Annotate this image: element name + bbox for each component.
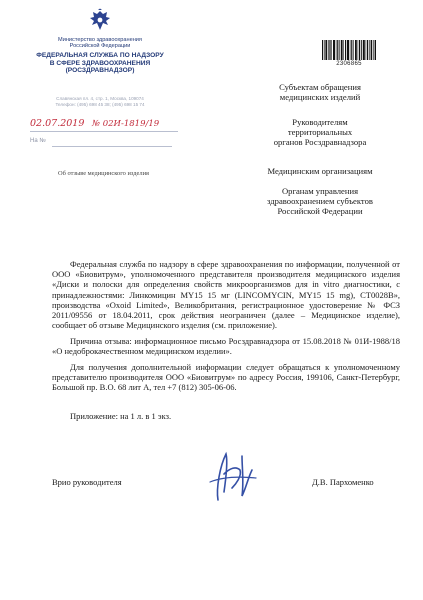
ministry-line-2: Российской Федерации <box>69 43 131 50</box>
service-line-2: В СФЕРЕ ЗДРАВООХРАНЕНИЯ <box>49 59 151 67</box>
body-paragraph <box>52 362 400 393</box>
addressee-line: Субъектам обращения <box>279 82 361 92</box>
addressee-line: Руководителям <box>292 117 348 127</box>
body-paragraph-text: Для получения дополнительной информации следует обращаться к уполномоченному представителю производителя ООО «Биовитрум» по адресу Россия, 199106, Санкт-Петербург, Большой пр. В.О. 68 лит А, тел +7 (812) 305-06-06. <box>52 362 400 393</box>
addressee-line: Российской Федерации <box>277 206 363 216</box>
ministry-name <box>20 37 180 50</box>
registration-date: 02.07.2019 <box>30 118 85 129</box>
addressee-line: территориальных <box>287 127 353 137</box>
ministry-line-1: Министерство здравоохранения <box>58 37 142 43</box>
registration-line <box>30 118 190 134</box>
barcode-image <box>322 40 376 60</box>
addressee-line: органов Росздравнадзора <box>273 137 367 147</box>
addressee-block <box>250 186 390 216</box>
addressee-line: здравоохранением субъектов <box>267 196 373 206</box>
addressee-line: медицинских изделий <box>279 92 361 102</box>
attachment-note: Приложение: на 1 л. в 1 экз. <box>70 411 172 421</box>
addressee-block <box>250 82 390 102</box>
signatory-name: Д.В. Пархоменко <box>312 477 374 487</box>
addressee-block <box>250 166 390 176</box>
service-line-3: (РОСЗДРАВНАДЗОР) <box>65 67 135 75</box>
registration-number: № 02И-1819/19 <box>92 119 160 129</box>
addressee-line: Медицинским организациям <box>267 166 373 176</box>
barcode-number: 2306865 <box>336 61 362 67</box>
address-line-1: Славянская пл. 4, стр. 1, Москва, 109074 <box>56 96 144 101</box>
address-line-2: Телефон: (495) 698 45 38; (495) 698 15 74 <box>55 101 145 107</box>
addressee-line: Органам управления <box>281 186 359 196</box>
service-line-1: ФЕДЕРАЛЬНАЯ СЛУЖБА ПО НАДЗОРУ <box>36 52 164 59</box>
body-paragraph <box>52 259 400 330</box>
service-name <box>20 52 180 75</box>
service-address <box>20 96 180 107</box>
body-paragraph-text: Причина отзыва: информационное письмо Росздравнадзора от 15.08.2018 № 01И-1988/18 «О недоброкачественном медицинском изделии». <box>52 336 400 357</box>
body-paragraph-text: Федеральная служба по надзору в сфере здравоохранения по информации, полученной от ООО «Биовитрум», уполномоченного представителя производителя медицинского изделия «Диски и полоски для определения свойств микроорганизмов для in vitro диагностики, с принадлежностями: Линкомицин MY15 15 мг (LINCOMYCIN, MY15 15 mg), CT0028B», производства «Oxoid Limited», Великобритания, регистрационное удостоверение № ФСЗ 2011/09556 от 18.04.2011, срок действия неограничен (далее – Медицинское изделие), сообщает об отзыве Медицинского изделия (см. приложение). <box>52 259 400 331</box>
coat-of-arms-emblem <box>87 8 113 34</box>
reference-line <box>30 138 190 148</box>
body-paragraph <box>52 336 400 356</box>
registration-underline <box>30 131 178 132</box>
handwritten-signature <box>196 448 268 506</box>
reference-label: На № <box>30 138 46 144</box>
reference-underline <box>52 146 172 147</box>
addressee-block <box>250 117 390 147</box>
letter-subject: Об отзыве медицинского изделия <box>58 170 149 177</box>
signatory-title: Врио руководителя <box>52 477 122 487</box>
